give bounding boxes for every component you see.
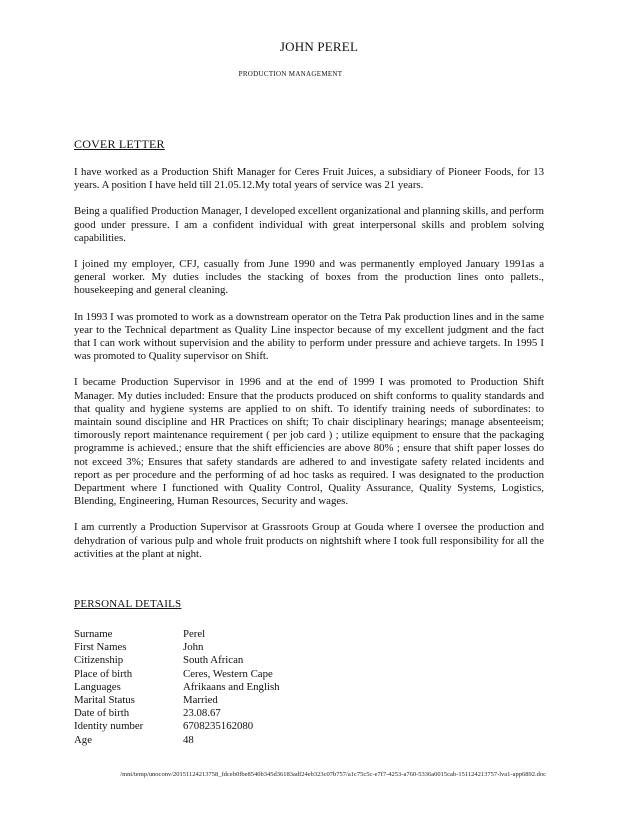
details-value: 48: [183, 733, 194, 746]
cover-letter-paragraph: I am currently a Production Supervisor at Grassroots Group at Gouda where I oversee the production and dehydration of various pulp and whole fruit products on nightshift where I took full responsibility for all the activities at the plant at night.: [74, 521, 544, 560]
cover-letter-paragraph: In 1993 I was promoted to work as a downstream operator on the Tetra Pak production lines and in the same year to the Technical department as Quality Line inspector because of my excellent judgment and the fact that I can work without supervision and the ability to perform under pressure and achieve targets. In 1995 I was promoted to Quality supervisor on Shift.: [74, 310, 544, 363]
details-row: [74, 694, 280, 707]
details-value: Ceres, Western Cape: [183, 667, 273, 680]
details-label: First Names: [74, 641, 127, 654]
details-value: South African: [183, 654, 244, 667]
details-value: Perel: [183, 628, 206, 640]
personal-details-table: [74, 628, 280, 747]
details-value: John: [183, 641, 204, 654]
details-row: [74, 641, 280, 654]
cover-letter-paragraph: I joined my employer, CFJ, casually from June 1990 and was permanently employed January 1991as a general worker. My duties includes the stacking of boxes from the production lines onto pallets., housekeeping and general cleaning.: [74, 258, 544, 297]
details-row: [74, 628, 280, 641]
details-label: Identity number: [74, 720, 144, 733]
details-label: Place of birth: [74, 667, 133, 680]
details-row: [74, 654, 280, 667]
cover-letter-paragraph: I have worked as a Production Shift Manager for Ceres Fruit Juices, a subsidiary of Pioneer Foods, for 13 years. A position I have held till 21.05.12.My total years of service was 21 years.: [74, 166, 544, 192]
details-label: Date of birth: [74, 707, 130, 720]
details-row: [74, 720, 280, 733]
details-value: Married: [183, 693, 218, 706]
cover-letter-paragraph: I became Production Supervisor in 1996 and at the end of 1999 I was promoted to Production Shift Manager. My duties included: Ensure that the products produced on shift conforms to quality standards and that quality and hygiene systems are applied to on shift. To identify training needs of subordinates: to maintain sound discipline and HR Practices on shift; To chair disciplinary hearings; manage absenteeism; timorously report maintenance requirement ( per job card ) ; utilize equipment to ensure that the packaging programme is achieved.; ensure that the shift efficiencies are above 80% ; ensure that shift paper losses do not exceed 3%; Ensures that safety standards are adhered to and investigate safety related incidents and report as per procedure and the performing of ad hoc tasks as required. I was designated to the production Department where I functioned with Quality Control, Quality Assurance, Quality Systems, Logistics, Blending, Engineering, Human Resources, Security and wages.: [74, 376, 544, 508]
details-label: Age: [74, 733, 92, 746]
file-path-footer: /mnt/temp/unoconv/20151124213758_fdceb0fbe8540b345d3618​3adf24eb323c07b757/a1c75c5c-e7f7-4253-a760-5336a0015cab-151124213757-lva1-app6892.doc: [120, 771, 546, 778]
details-row: [74, 681, 280, 694]
details-row: [74, 668, 280, 681]
cover-letter-body: [74, 166, 544, 574]
personal-details-heading: PERSONAL DETAILS: [74, 598, 182, 610]
cover-letter-heading: COVER LETTER: [74, 137, 165, 151]
details-row: [74, 707, 280, 720]
details-label: Marital Status: [74, 693, 135, 706]
details-value: 6708235162080: [183, 720, 254, 733]
details-label: Surname: [74, 628, 113, 640]
details-value: 23.08.67: [183, 707, 221, 720]
applicant-role: PRODUCTION MANAGEMENT: [238, 70, 343, 78]
cover-letter-paragraph: Being a qualified Production Manager, I developed excellent organizational and planning skills, and perform good under pressure. I am a confident individual with great interpersonal skills and problem solving capabilities.: [74, 205, 544, 244]
details-label: Languages: [74, 680, 121, 693]
applicant-name: JOHN PEREL: [279, 39, 359, 54]
details-label: Citizenship: [74, 654, 124, 667]
details-row: [74, 734, 280, 747]
details-value: Afrikaans and English: [183, 680, 280, 693]
